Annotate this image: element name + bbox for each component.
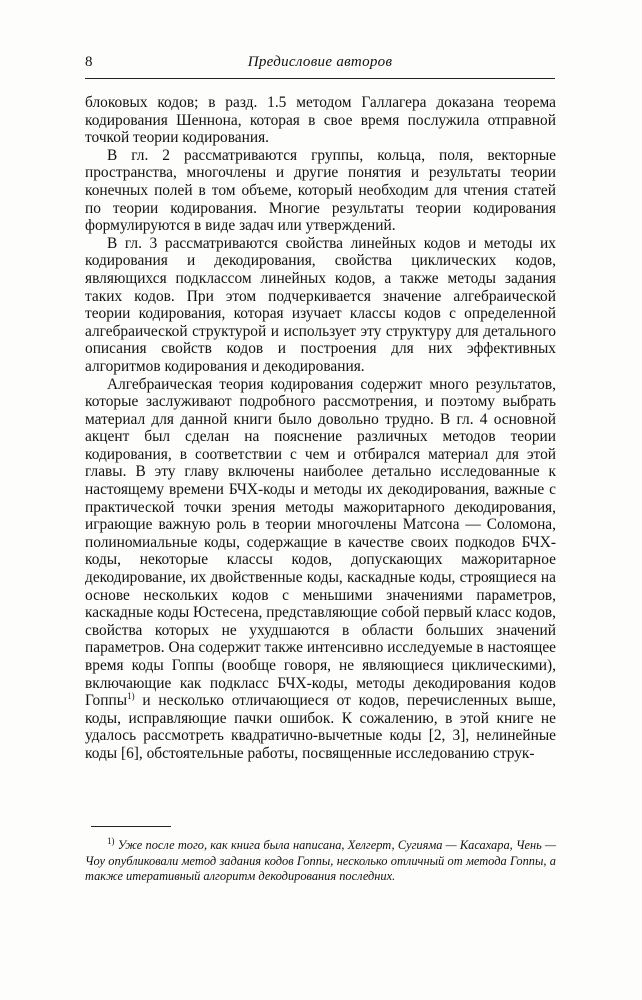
footnote-reference: 1) bbox=[127, 691, 135, 702]
page-header bbox=[85, 54, 555, 79]
main-text bbox=[85, 94, 556, 763]
footnote-marker: 1) bbox=[107, 835, 115, 846]
paragraph-3: В гл. 3 рассматриваются свойства линейных кодов и методы их кодирования и декодирования, свойства циклических кодов, являющихся подклассом линейных кодов, а также методы задания таких кодов. При этом подчеркивается значение алгебраической теории кодирования, которая изучает классы кодов с определенной алгебраической структурой и использует эту структуру для детального описания свойств кодов и построения для них эффективных алгоритмов кодирования и декодирования. bbox=[85, 234, 556, 375]
footnote-divider bbox=[91, 826, 171, 827]
paragraph-1: блоковых кодов; в разд. 1.5 методом Галлагера доказана теорема кодирования Шеннона, которая в свое время послужила отправной точкой теории кодирования. bbox=[85, 94, 556, 147]
paragraph-4-part-b: и несколько отличающиеся от кодов, перечисленных выше, коды, исправляющие пачки ошибок. К сожалению, в этой книге не удалось рассмотреть квадратично-вычетные коды [2, 3], нелинейные коды [6], обстоятельные работы, посвященные исследованию струк- bbox=[85, 692, 556, 762]
footnote-text: Уже после того, как книга была написана, Хелгерт, Сугияма — Касахара, Чень — Чоу опубликовали метод задания кодов Гоппы, несколько отличный от метода Гоппы, а также итеративный алгоритм декодирования последних. bbox=[85, 838, 556, 884]
running-title: Предисловие авторов bbox=[247, 54, 393, 70]
paragraph-2: В гл. 2 рассматриваются группы, кольца, поля, векторные пространства, многочлены и другие понятия и результаты теории конечных полей в том объеме, который необходим для чтения статей по теории кодирования. Многие результаты теории кодирования формулируются в виде задач или утверждений. bbox=[85, 146, 556, 235]
paragraph-4 bbox=[85, 376, 556, 763]
footnote-paragraph bbox=[85, 835, 556, 885]
paragraph-4-part-a: Алгебраическая теория кодирования содержит много результатов, которые заслуживают подробного рассмотрения, и поэтому выбрать материал для данной книги было довольно трудно. В гл. 4 основной акцент был сделан на пояснение различных методов теории кодирования, в соответствии с чем и отбирался материал для этой главы. В эту главу включены наиболее детально исследованные к настоящему времени БЧХ-коды и методы их декодирования, важные с практической точки зрения методы мажоритарного декодирования, играющие важную роль в теории многочлены Матсона — Соломона, полиномиальные коды, содержащие в качестве своих подкодов БЧХ-коды, некоторые классы кодов, допускающих мажоритарное декодирование, их двойственные коды, каскадные коды, строящиеся на основе нескольких кодов с меньшими значениями параметров, каскадные коды Юстесена, представляющие собой первый класс кодов, свойства которых не ухудшаются в области больших значений параметров. Она содержит также интенсивно исследуемые в настоящее время коды Гоппы (вообще говоря, не являющиеся циклическими), включающие как подкласс БЧХ-коды, методы декодирования кодов Гоппы bbox=[85, 375, 556, 710]
page-number: 8 bbox=[85, 54, 93, 70]
footnote bbox=[85, 835, 556, 885]
